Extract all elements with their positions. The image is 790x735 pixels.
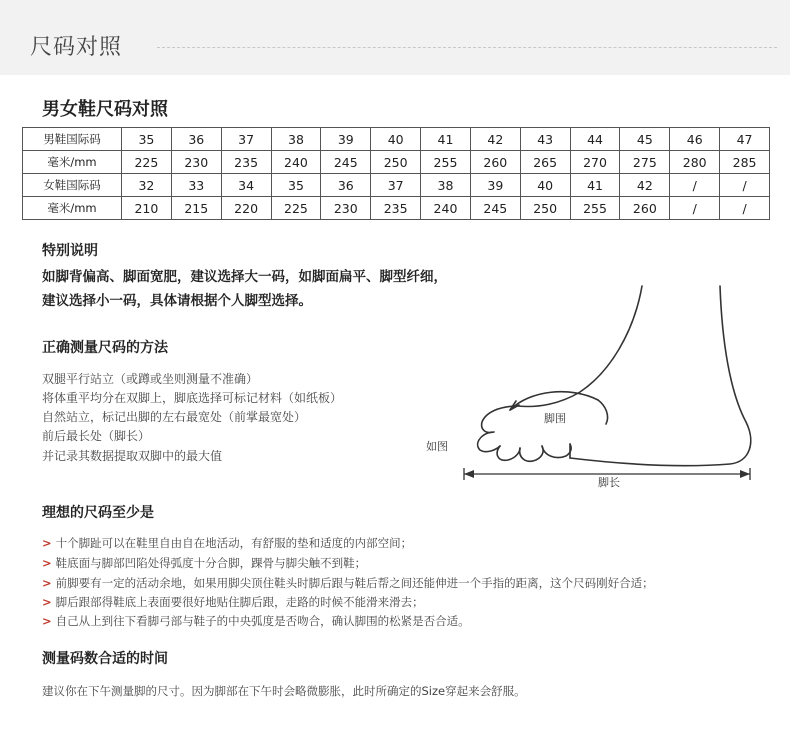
header-banner [0, 0, 790, 75]
size-cell: 47 [720, 128, 770, 151]
ideal-title: 理想的尺码至少是 [42, 505, 154, 521]
ideal-item [42, 594, 424, 610]
bullet-marker: > [42, 595, 52, 609]
size-cell: 41 [421, 128, 471, 151]
size-cell: / [720, 197, 770, 220]
size-table-row [23, 128, 770, 151]
size-cell: 43 [520, 128, 570, 151]
method-step: 并记录其数据提取双脚中的最大值 [42, 449, 223, 463]
size-cell: 42 [620, 174, 670, 197]
size-cell: 35 [271, 174, 321, 197]
size-cell: 40 [520, 174, 570, 197]
ideal-item [42, 535, 412, 551]
size-cell: 230 [171, 151, 221, 174]
size-cell: 255 [570, 197, 620, 220]
size-cell: 37 [371, 174, 421, 197]
size-cell: 44 [570, 128, 620, 151]
banner-title: 尺码对照 [30, 35, 123, 60]
see-figure-label: 如图 [426, 440, 448, 453]
size-cell: 250 [371, 151, 421, 174]
special-notes-title: 特别说明 [42, 243, 98, 259]
timing-text: 建议你在下午测量脚的尺寸。因为脚部在下午时会略微膨胀，此时所确定的Size穿起来会舒服。 [42, 684, 526, 698]
size-cell: 280 [670, 151, 720, 174]
special-note-line: 建议选择小一码，具体请根据个人脚型选择。 [42, 293, 312, 309]
timing-title: 测量码数合适的时间 [42, 651, 168, 667]
size-cell: 235 [221, 151, 271, 174]
foot-measure-figure [420, 282, 765, 497]
size-table-row [23, 197, 770, 220]
method-step: 将体重平均分在双脚上，脚底选择可标记材料（如纸板） [42, 391, 343, 405]
size-cell: 39 [470, 174, 520, 197]
ideal-item-text: 十个脚趾可以在鞋里自由自在地活动，有舒服的垫和适度的内部空间； [55, 536, 413, 550]
size-cell: / [670, 174, 720, 197]
size-table-title: 男女鞋尺码对照 [42, 99, 168, 120]
method-title: 正确测量尺码的方法 [42, 340, 168, 356]
size-cell: 40 [371, 128, 421, 151]
size-cell: 260 [620, 197, 670, 220]
size-cell: 255 [421, 151, 471, 174]
size-cell: 270 [570, 151, 620, 174]
size-cell: 35 [122, 128, 172, 151]
size-cell: 42 [470, 128, 520, 151]
size-cell: 33 [171, 174, 221, 197]
bullet-marker: > [42, 576, 52, 590]
size-cell: 235 [371, 197, 421, 220]
bullet-marker: > [42, 536, 52, 550]
size-cell: 275 [620, 151, 670, 174]
size-cell: 225 [122, 151, 172, 174]
size-cell: 240 [271, 151, 321, 174]
size-row-label: 女鞋国际码 [23, 174, 122, 197]
ideal-item-text: 鞋底面与脚部凹陷处得弧度十分合脚，踝骨与脚尖触不到鞋； [55, 556, 367, 570]
size-table-row [23, 174, 770, 197]
size-cell: 215 [171, 197, 221, 220]
size-cell: 250 [520, 197, 570, 220]
bullet-marker: > [42, 614, 52, 628]
ideal-item-text: 前脚要有一定的活动余地，如果用脚尖顶住鞋头时脚后跟与鞋后帮之间还能伸进一个手指的距离，这个尺码刚好合适； [55, 576, 654, 590]
size-cell: 225 [271, 197, 321, 220]
method-step: 自然站立，标记出脚的左右最宽处（前掌最宽处） [42, 410, 307, 424]
foot-illustration [420, 282, 765, 497]
circumference-label: 脚围 [544, 412, 566, 425]
size-row-label: 毫米/mm [23, 197, 122, 220]
size-cell: 38 [271, 128, 321, 151]
ideal-item [42, 613, 470, 629]
size-row-label: 毫米/mm [23, 151, 122, 174]
banner-divider [157, 47, 777, 48]
size-cell: / [670, 197, 720, 220]
size-cell: 210 [122, 197, 172, 220]
size-cell: / [720, 174, 770, 197]
size-cell: 39 [321, 128, 371, 151]
size-cell: 37 [221, 128, 271, 151]
size-cell: 34 [221, 174, 271, 197]
size-cell: 32 [122, 174, 172, 197]
size-cell: 46 [670, 128, 720, 151]
size-cell: 41 [570, 174, 620, 197]
size-cell: 240 [421, 197, 471, 220]
size-cell: 230 [321, 197, 371, 220]
size-table-row [23, 151, 770, 174]
ideal-item [42, 555, 366, 571]
size-cell: 36 [321, 174, 371, 197]
size-cell: 45 [620, 128, 670, 151]
ideal-item-text: 脚后跟部得鞋底上表面要很好地贴住脚后跟，走路的时候不能滑来滑去； [55, 595, 424, 609]
special-note-line: 如脚背偏高、脚面宽肥，建议选择大一码，如脚面扁平、脚型纤细， [42, 269, 447, 285]
size-cell: 260 [470, 151, 520, 174]
method-step: 双腿平行站立（或蹲或坐则测量不准确） [42, 372, 259, 386]
size-row-label: 男鞋国际码 [23, 128, 122, 151]
size-cell: 285 [720, 151, 770, 174]
size-cell: 245 [321, 151, 371, 174]
ideal-item-text: 自己从上到往下看脚弓部与鞋子的中央弧度是否吻合，确认脚围的松紧是否合适。 [55, 614, 470, 628]
size-cell: 36 [171, 128, 221, 151]
bullet-marker: > [42, 556, 52, 570]
ideal-item [42, 575, 654, 591]
size-table [22, 127, 770, 220]
size-cell: 245 [470, 197, 520, 220]
size-cell: 220 [221, 197, 271, 220]
size-cell: 38 [421, 174, 471, 197]
size-cell: 265 [520, 151, 570, 174]
method-step: 前后最长处（脚长） [42, 429, 151, 443]
length-label: 脚长 [598, 476, 620, 489]
